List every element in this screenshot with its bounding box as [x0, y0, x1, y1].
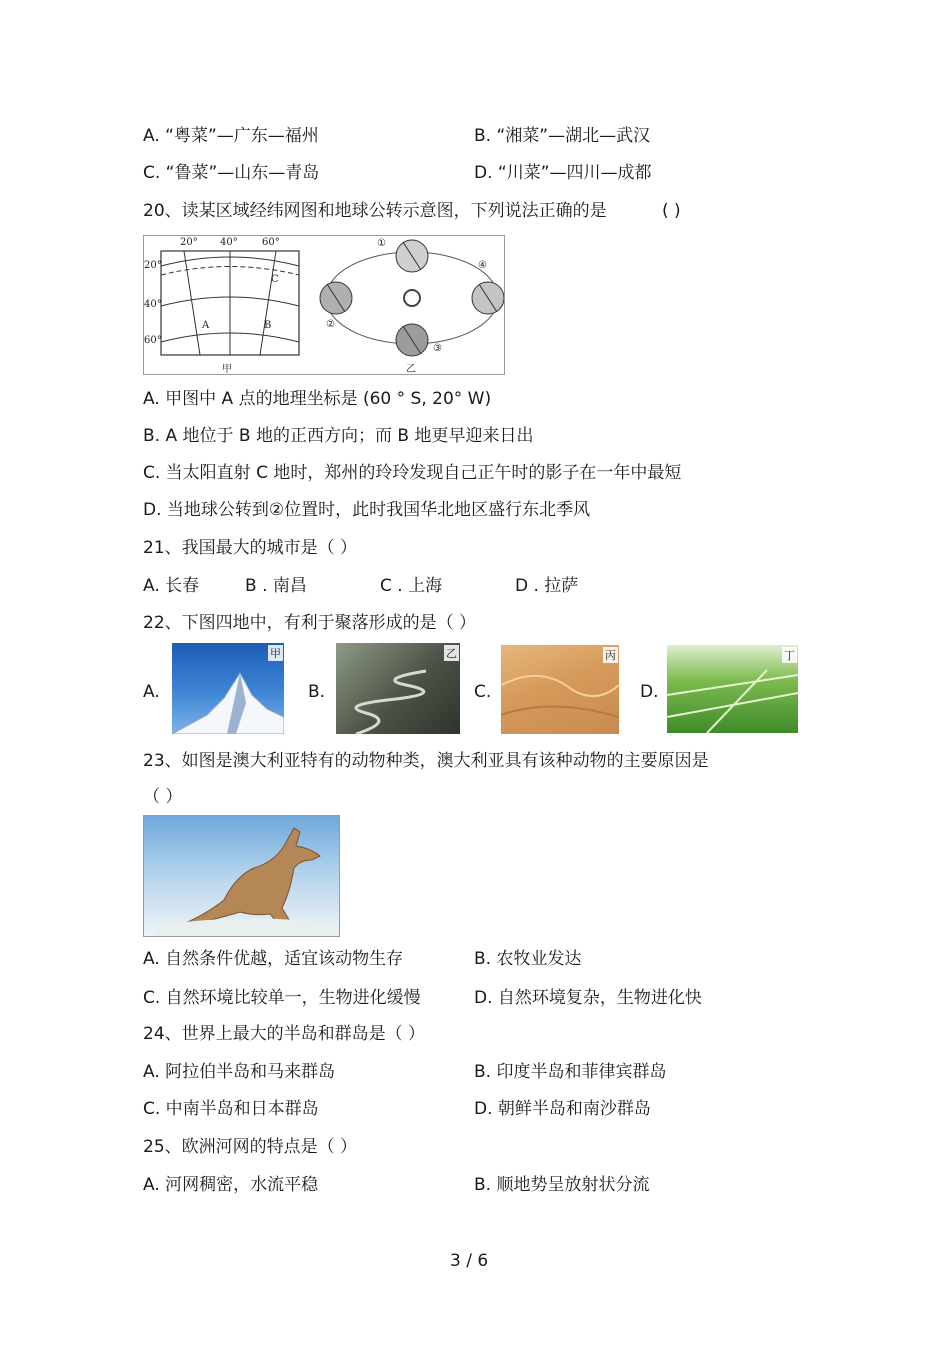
q22-stem: 22、下图四地中，有利于聚落形成的是（ ） [143, 613, 477, 633]
q24-stem: 24、世界上最大的半岛和群岛是（ ） [143, 1024, 426, 1044]
map-side-label-3: 60° [144, 335, 162, 346]
q24-option-a: A. 阿拉伯半岛和马来群岛 [143, 1062, 336, 1082]
snow-mountain-image [172, 643, 284, 734]
q23-option-c: C. 自然环境比较单一，生物进化缓慢 [143, 988, 421, 1008]
q23-stem: 23、如图是澳大利亚特有的动物种类，澳大利亚具有该种动物的主要原因是 [143, 751, 709, 771]
image-tag-yi: 乙 [446, 647, 457, 660]
q20-figure [143, 235, 505, 375]
orbit-label-1: ① [377, 238, 386, 249]
point-b-label: B [264, 320, 272, 331]
q20-bracket: ( ) [662, 201, 681, 221]
q22-option-b-label: B. [308, 682, 326, 702]
point-c-label: C [271, 274, 279, 285]
lat-long-and-orbit-diagram [144, 236, 504, 374]
q25-option-a: A. 河网稠密，水流平稳 [143, 1175, 319, 1195]
map-side-label-1: 20° [144, 260, 162, 271]
q20-option-a: A. 甲图中 A 点的地理坐标是 (60 ° S, 20° W) [143, 389, 492, 409]
mountain-road-image [336, 643, 460, 734]
q23-option-b: B. 农牧业发达 [474, 949, 582, 969]
q20-option-b: B. A 地位于 B 地的正西方向；而 B 地更早迎来日出 [143, 426, 534, 446]
q21-option-a: A. 长春 [143, 576, 200, 596]
q19-option-a: A. “粤菜”—广东—福州 [143, 126, 319, 146]
point-a-label: A [202, 320, 210, 331]
q19-option-d: D. “川菜”—四川—成都 [474, 163, 652, 183]
q24-option-c: C. 中南半岛和日本群岛 [143, 1099, 319, 1119]
orbit-label-3: ③ [433, 343, 442, 354]
image-tag-ding: 丁 [784, 649, 795, 662]
map-top-label-1: 20° [180, 237, 198, 248]
q20-option-c: C. 当太阳直射 C 地时，郑州的玲玲发现自己正午时的影子在一年中最短 [143, 463, 682, 483]
q23-option-d: D. 自然环境复杂，生物进化快 [474, 988, 702, 1008]
q19-option-b: B. “湘菜”—湖北—武汉 [474, 126, 651, 146]
q21-option-b: B . 南昌 [245, 576, 307, 596]
q24-option-d: D. 朝鲜半岛和南沙群岛 [474, 1099, 651, 1119]
q25-option-b: B. 顺地势呈放射状分流 [474, 1175, 650, 1195]
q22-option-d-label: D. [640, 682, 659, 702]
kangaroo-image [143, 815, 340, 937]
q24-option-b: B. 印度半岛和菲律宾群岛 [474, 1062, 667, 1082]
meridian-20 [184, 251, 200, 355]
map-side-label-2: 40° [144, 299, 162, 310]
q21-option-c: C . 上海 [380, 576, 443, 596]
q21-option-d: D . 拉萨 [515, 576, 579, 596]
q23-bracket: （ ） [143, 787, 183, 807]
page-number: 3 / 6 [450, 1251, 489, 1271]
q25-stem: 25、欧洲河网的特点是（ ） [143, 1137, 358, 1157]
q20-option-d: D. 当地球公转到②位置时，此时我国华北地区盛行东北季风 [143, 500, 591, 520]
orbit-label-4: ④ [478, 260, 487, 271]
q22-option-a-label: A. [143, 682, 160, 702]
q19-option-c: C. “鲁菜”—山东—青岛 [143, 163, 320, 183]
q20-stem: 20、读某区域经纬网图和地球公转示意图，下列说法正确的是 [143, 201, 607, 221]
map-top-label-2: 40° [220, 237, 238, 248]
image-tag-jia: 甲 [270, 647, 281, 660]
map-top-label-3: 60° [262, 237, 280, 248]
desert-image [501, 645, 619, 734]
image-tag-bing: 丙 [605, 649, 616, 662]
q23-option-a: A. 自然条件优越，适宜该动物生存 [143, 949, 404, 969]
meridian-60 [260, 251, 276, 355]
kangaroo-icon [144, 816, 339, 936]
map-jia-caption: 甲 [222, 364, 232, 375]
q21-stem: 21、我国最大的城市是（ ） [143, 538, 358, 558]
map-yi-caption: 乙 [406, 364, 416, 375]
plain-farmland-image [667, 645, 798, 733]
orbit-label-2: ② [326, 319, 335, 330]
sun-icon [404, 290, 420, 306]
q22-option-c-label: C. [474, 682, 492, 702]
